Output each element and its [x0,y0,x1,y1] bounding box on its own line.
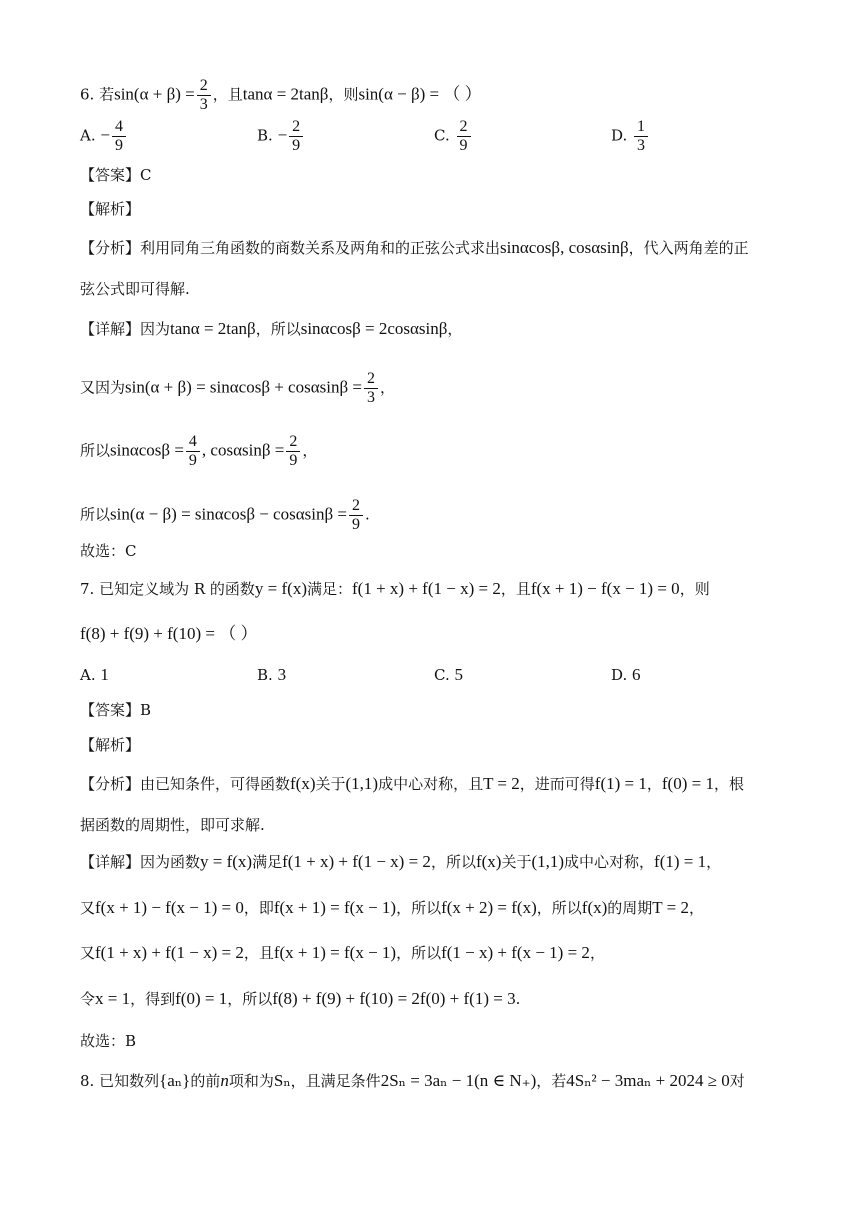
text: 所以 [80,441,111,460]
num: 1 [634,118,648,137]
q7-answer: 【答案】B [80,701,152,719]
sign: − [277,125,288,145]
math: Sₙ [273,1071,291,1090]
q7-analysis-title: 【解析】 [80,736,141,754]
den: 3 [637,137,646,154]
den: 9 [292,137,301,154]
math: f(1 + x) + f(1 − x) = 2 [95,943,244,962]
fraction [634,118,648,155]
text: ， [706,853,722,871]
text: 【详解】因为 [80,320,171,338]
math: (1,1) [531,852,565,871]
text: ， [589,944,605,962]
opt-label: B. [257,126,273,145]
opt-value: 3 [277,665,287,684]
q6-answer: 【答案】C [80,166,152,184]
math: 4Sₙ² − 3maₙ + 2024 ≥ 0 [566,1071,730,1090]
text: 又 [80,899,96,917]
opt-value: 5 [454,665,463,684]
math: 2Sₙ = 3aₙ − 1(n ∈ N₊) [380,1071,537,1090]
den: 9 [289,452,298,469]
opt-label: A. [80,666,96,684]
q7-option-b[interactable] [257,665,286,685]
q6-option-a[interactable] [80,118,128,155]
text: ，即 [243,899,274,917]
den: 3 [366,389,375,406]
math: f(x) [581,898,608,917]
q7-detail-1 [80,851,721,873]
text: ， [302,441,318,460]
text: ，所以 [396,944,442,962]
opt-value: 6 [632,665,641,684]
fraction [364,370,378,407]
fraction [349,497,363,534]
text: 满足： [307,580,353,598]
q6-stem [80,77,482,114]
text: ，根 [713,775,744,793]
math: sin(α − β) = （ ） [358,84,482,104]
q6-detail-3 [80,433,317,470]
math: y = f(x) [200,852,253,871]
text: ，得到 [130,990,176,1008]
math: f(x + 1) = f(x − 1) [273,898,397,917]
text: . [515,990,521,1008]
opt-label: A. [80,126,96,145]
math: tanα = 2tanβ [170,319,256,338]
math: f(x + 1) = f(x − 1) [273,943,397,962]
text: ，若 [536,1072,567,1090]
math: sinαcosβ, cosαsinβ [500,238,629,257]
num: 2 [289,118,303,137]
text: 令 [80,990,96,1008]
text: 对 [729,1072,745,1090]
text: ，进而可得 [519,775,595,793]
math: f(1 + x) + f(1 − x) = 2 [352,579,501,598]
text: ，则 [328,85,359,104]
q6-number: 6. 若 [80,85,115,104]
opt-label: D. [611,666,628,684]
math: T = 2 [483,774,520,793]
num: 2 [364,370,378,389]
math: sin(α + β) = sinαcosβ + cosαsinβ = [125,377,362,397]
math: f(8) + f(9) + f(10) = （ ） [80,624,258,643]
opt-label: C. [434,666,450,684]
q6-fenxi-cont: 弦公式即可得解. [80,280,190,298]
text: ，所以 [536,899,582,917]
text: . [364,505,370,524]
sign: − [100,125,110,145]
text: ，且 [500,580,531,598]
num: 2 [349,497,363,516]
q7-detail-3 [80,942,605,964]
math: x = 1 [95,989,131,1008]
math: y = f(x) [254,579,307,598]
text: ， [379,378,395,397]
text: ， [688,899,704,917]
fraction [197,77,211,114]
math: f(1 − x) + f(x − 1) = 2 [441,943,590,962]
fraction [186,433,200,470]
math: f(x + 2) = f(x) [441,898,537,917]
q7-detail-4 [80,988,520,1010]
math: sin(α − β) = sinαcosβ − cosαsinβ = [110,504,347,524]
text: ，且 [212,85,243,104]
math: tanα = 2tanβ [242,84,329,104]
text: 成中心对称，且 [378,775,484,793]
math: f(0) = 1 [175,989,228,1008]
q6-option-b[interactable] [257,118,305,155]
q6-detail-2 [80,370,395,407]
text: ，则 [679,580,710,598]
num: 4 [186,433,200,452]
text: 满足 [252,853,283,871]
text: ，所以 [255,320,301,338]
q6-detail-4 [80,497,370,534]
text: 【分析】由已知条件，可得函数 [80,775,291,793]
fraction [289,118,303,155]
math: f(x + 1) − f(x − 1) = 0 [95,898,244,917]
text: ，所以 [430,853,476,871]
math: f(x + 1) − f(x − 1) = 0 [530,579,680,598]
opt-value: 1 [100,665,109,684]
text: ， [447,320,463,338]
num: 2 [286,433,300,452]
math: f(1) = 1 [594,774,647,793]
den: 9 [188,452,197,469]
text: 【详解】因为函数 [80,853,201,871]
num: 4 [112,118,126,137]
opt-label: D. [611,126,628,145]
num: 2 [197,77,211,96]
text: 项和为 [228,1072,274,1090]
text: 关于 [501,853,532,871]
text: 的前 [190,1072,221,1090]
math: f(8) + f(9) + f(10) = 2f(0) + f(1) = 3 [272,989,516,1008]
q7-detail-2 [80,897,704,919]
q7-stem-cont [80,623,257,645]
text: ， [646,775,662,793]
math: sinαcosβ = [110,440,184,460]
text: 关于 [315,775,346,793]
text: ，所以 [396,899,442,917]
math: f(x) [475,852,502,871]
q8-stem [80,1070,745,1092]
den: 9 [351,516,360,533]
q6-detail-1 [80,318,462,340]
opt-label: C. [434,126,450,145]
math: f(x) [290,774,316,793]
fraction [286,433,300,470]
text: 成中心对称， [564,853,655,871]
q6-analysis-title: 【解析】 [80,200,141,218]
q7-option-d[interactable] [611,665,641,685]
math: f(1) = 1 [654,852,707,871]
text: 【分析】利用同角三角函数的商数关系及两角和的正弦公式求出 [80,239,501,257]
num: 2 [457,118,471,137]
q6-choice: 故选：C [80,542,137,560]
q7-choice: 故选：B [80,1032,137,1050]
text: 又因为 [80,378,126,397]
math: f(1 + x) + f(1 − x) = 2 [282,852,431,871]
den: 9 [459,137,468,154]
text: ，代入两角差的正 [628,239,749,257]
q7-fenxi [80,773,744,795]
text: 7. 已知定义域为 R 的函数 [80,580,255,598]
math: , cosαsinβ = [201,440,285,460]
math: sin(α + β) = [114,84,195,104]
q6-option-c[interactable] [434,118,473,155]
math: (1,1) [345,774,379,793]
math: {aₙ} [159,1071,191,1090]
den: 3 [199,96,208,113]
q7-option-c[interactable] [434,665,463,685]
text: 的周期 [607,899,653,917]
opt-label: B. [257,666,273,684]
text: 8. 已知数列 [80,1072,160,1090]
math: sinαcosβ = 2cosαsinβ [300,319,448,338]
fraction [112,118,126,155]
q6-fenxi [80,237,749,259]
math: f(0) = 1 [661,774,714,793]
q6-option-d[interactable] [611,118,650,155]
q7-stem [80,578,710,600]
text: 所以 [80,505,111,524]
den: 9 [114,137,123,154]
text: ，且 [243,944,274,962]
text: 又 [80,944,96,962]
text: ，所以 [227,990,273,1008]
q7-fenxi-cont: 据函数的周期性，即可求解. [80,816,265,834]
math: T = 2 [652,898,689,917]
fraction [457,118,471,155]
math: n [220,1071,229,1090]
q7-option-a[interactable] [80,665,109,685]
text: ，且满足条件 [290,1072,381,1090]
